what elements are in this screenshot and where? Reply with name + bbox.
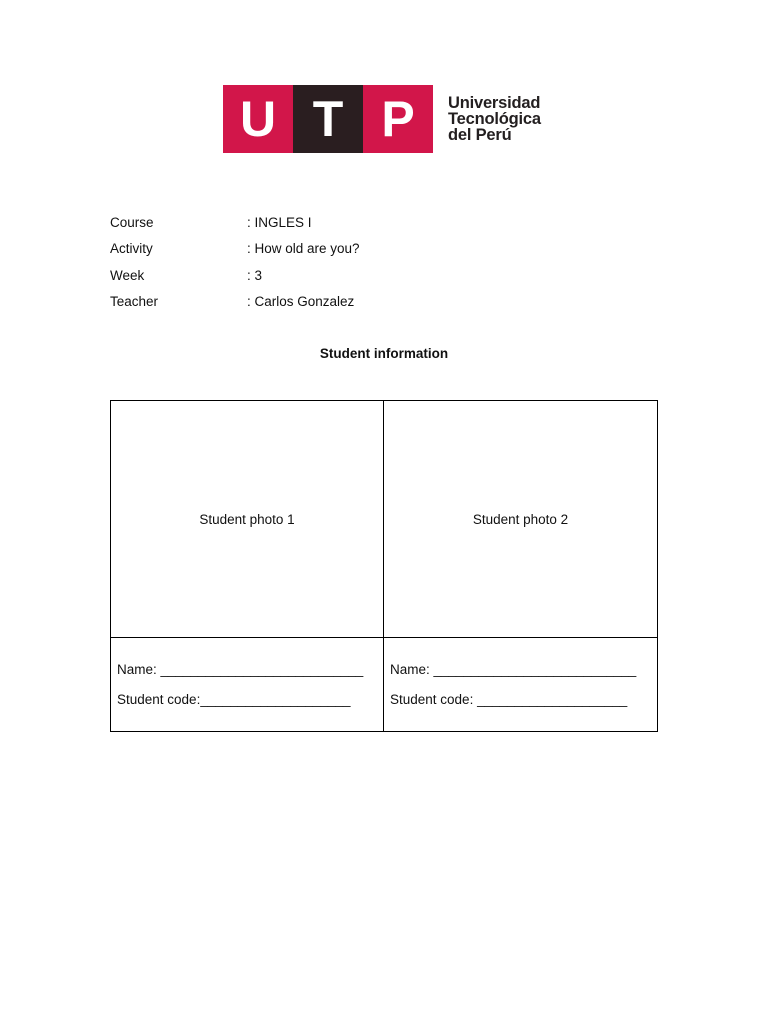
info-label: Course [110,215,154,230]
logo-letter-u: U [223,85,293,153]
fields-row [111,638,657,731]
info-value: : How old are you? [247,241,360,257]
student-1-name-field[interactable]: Name: ___________________________ [117,662,364,677]
student-info-table [110,400,658,732]
logo-letter-p: P [363,85,433,153]
student-1-code-field[interactable]: Student code:____________________ [117,692,351,707]
info-row-teacher [110,293,360,319]
course-info [110,214,360,319]
logo-text-line-2: Tecnológica [448,110,541,128]
logo-text-line-3: del Perú [448,126,512,144]
student-2-name-field[interactable]: Name: ___________________________ [390,662,637,677]
info-row-course [110,214,360,240]
info-label: Activity [110,241,153,257]
student-photo-2-label: Student photo 2 [472,511,569,527]
student-photo-1-box [111,401,384,637]
utp-logo [223,85,541,153]
info-value: : INGLES I [247,215,312,230]
info-value: : 3 [247,267,263,283]
logo-text-line-1: Universidad [448,94,541,112]
student-2-code-field[interactable]: Student code: ____________________ [390,692,628,707]
student-photo-2-box [384,401,657,637]
info-row-activity [110,240,360,266]
photo-row [111,401,657,638]
student-photo-1-label: Student photo 1 [199,511,295,527]
section-title: Student information [319,346,449,361]
info-label: Teacher [110,293,159,309]
info-label: Week [110,267,145,283]
student-1-fields [111,638,384,731]
logo-letter-t: T [293,85,363,153]
info-row-week [110,267,360,293]
student-2-fields [384,638,657,731]
info-value: : Carlos Gonzalez [247,293,355,309]
logo-university-name [448,95,541,143]
